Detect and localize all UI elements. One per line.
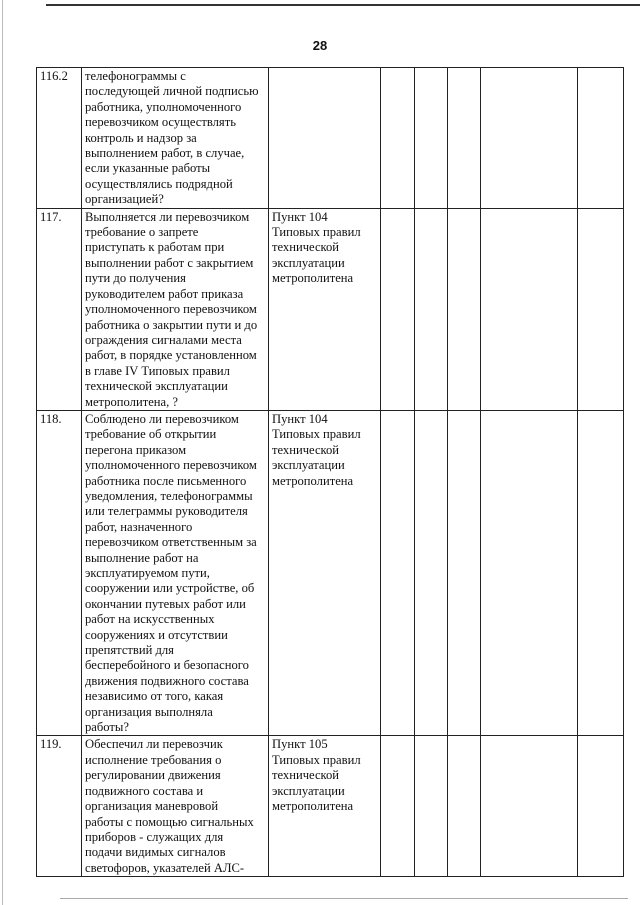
question-line: работника о закрытии пути и до	[85, 317, 258, 332]
question-line: руководителем работ приказа	[85, 286, 244, 301]
question-line: бесперебойного и безопасного	[85, 658, 249, 673]
question-line: технической эксплуатации	[85, 379, 228, 394]
question-line: светофоров, указателей АЛС-	[85, 860, 245, 875]
question-line: требование о запрете	[85, 225, 199, 240]
reference-line: метрополитена	[272, 799, 354, 814]
question-line: приступать к работам при	[85, 240, 225, 255]
question-line: уполномоченного перевозчиком	[85, 302, 257, 317]
question-line: выполнении работ с закрытием	[85, 255, 254, 270]
blank-answer-cell	[381, 208, 415, 410]
reference-line: метрополитена	[272, 473, 354, 488]
reference-line: технической	[272, 240, 340, 255]
question-line: движения подвижного состава	[85, 673, 249, 688]
reference-cell	[269, 736, 381, 877]
reference-line: эксплуатации	[272, 255, 345, 270]
question-line: Соблюдено ли перевозчиком	[85, 411, 239, 426]
row-number: 116.2	[37, 68, 82, 209]
question-line: пути до получения	[85, 271, 186, 286]
question-line: работ, в порядке установленном	[85, 348, 257, 363]
reference-line: эксплуатации	[272, 783, 345, 798]
blank-answer-cell	[448, 68, 481, 209]
question-line: организация выполняла	[85, 704, 213, 719]
blank-answer-cell	[481, 68, 578, 209]
question-line: организация маневровой	[85, 799, 219, 814]
reference-line: Пункт 104	[272, 209, 328, 224]
question-line: требование об открытии	[85, 427, 217, 442]
blank-answer-cell	[481, 410, 578, 736]
blank-answer-cell	[578, 410, 624, 736]
page-number: 28	[312, 38, 328, 53]
question-cell	[82, 208, 269, 410]
question-line: эксплуатируемом пути,	[85, 566, 210, 580]
question-line: работника после письменного	[85, 473, 247, 488]
blank-answer-cell	[415, 208, 448, 410]
blank-answer-cell	[381, 68, 415, 209]
question-cell	[82, 736, 269, 877]
question-line: регулировании движения	[85, 768, 221, 783]
question-line: осуществлялись подрядной	[85, 176, 233, 191]
question-line: исполнение требования о	[85, 752, 222, 767]
question-line: независимо от того, какая	[85, 689, 224, 704]
table-row	[37, 410, 624, 736]
question-line: сооружениях и отсутствии	[85, 627, 228, 642]
reference-line: Пункт 104	[272, 411, 328, 426]
blank-answer-cell	[448, 736, 481, 877]
blank-answer-cell	[578, 208, 624, 410]
reference-line: Типовых правил	[272, 427, 361, 442]
blank-answer-cell	[415, 410, 448, 736]
question-line: сооружении или устройстве, об	[85, 581, 255, 596]
row-number: 118.	[37, 410, 82, 736]
left-edge-line	[2, 0, 3, 905]
blank-answer-cell	[481, 208, 578, 410]
table-row	[37, 736, 624, 877]
question-line: если указанные работы	[85, 161, 211, 176]
question-line: перегона приказом	[85, 442, 187, 457]
table-row	[37, 68, 624, 209]
question-line: перевозчиком осуществлять	[85, 115, 236, 130]
checklist-table	[36, 67, 624, 877]
question-cell	[82, 410, 269, 736]
question-cell	[82, 68, 269, 209]
reference-line: Типовых правил	[272, 752, 361, 767]
question-line: уполномоченного перевозчиком	[85, 458, 257, 473]
top-border-line	[46, 4, 640, 6]
reference-cell	[269, 208, 381, 410]
bottom-edge-line	[60, 898, 628, 899]
reference-line: Типовых правил	[272, 225, 361, 240]
question-line: контроль и надзор за	[85, 130, 197, 145]
blank-answer-cell	[381, 410, 415, 736]
question-line: выполнение работ на	[85, 550, 199, 565]
question-line: или телеграммы руководителя	[85, 504, 248, 519]
blank-answer-cell	[578, 736, 624, 877]
question-line: работ, назначенного	[85, 519, 193, 534]
question-line: Обеспечил ли перевозчик	[85, 737, 223, 752]
reference-line: метрополитена	[272, 271, 354, 286]
question-line: в главе IV Типовых правил	[85, 363, 230, 378]
blank-answer-cell	[381, 736, 415, 877]
question-line: работы?	[85, 720, 129, 735]
question-line: Выполняется ли перевозчиком	[85, 209, 250, 224]
question-line: метрополитена, ?	[85, 394, 179, 409]
reference-line: Пункт 105	[272, 737, 328, 752]
question-line: подвижного состава и	[85, 783, 204, 798]
question-line: работы с помощью сигнальных	[85, 814, 254, 829]
reference-line: технической	[272, 768, 340, 783]
blank-answer-cell	[415, 68, 448, 209]
table-body	[37, 68, 624, 877]
row-number: 119.	[37, 736, 82, 877]
question-line: работ на искусственных	[85, 612, 215, 627]
blank-answer-cell	[415, 736, 448, 877]
question-line: ограждения сигналами места	[85, 332, 242, 347]
question-line: приборов - служащих для	[85, 829, 224, 844]
reference-line: технической	[272, 442, 340, 457]
blank-answer-cell	[481, 736, 578, 877]
reference-cell	[269, 410, 381, 736]
question-line: последующей личной подписью	[85, 84, 259, 99]
row-number: 117.	[37, 208, 82, 410]
question-line: подачи видимых сигналов	[85, 845, 226, 860]
question-line: окончании путевых работ или	[85, 596, 246, 611]
question-line: телефонограммы с	[85, 69, 186, 83]
blank-answer-cell	[448, 410, 481, 736]
reference-line: эксплуатации	[272, 458, 345, 473]
question-line: перевозчиком ответственным за	[85, 535, 257, 550]
blank-answer-cell	[578, 68, 624, 209]
question-line: организацией?	[85, 192, 164, 207]
table-row	[37, 208, 624, 410]
reference-cell	[269, 68, 381, 209]
blank-answer-cell	[448, 208, 481, 410]
question-line: препятствий для	[85, 643, 174, 658]
question-line: работника, уполномоченного	[85, 99, 242, 114]
question-line: уведомления, телефонограммы	[85, 488, 253, 503]
question-line: выполнением работ, в случае,	[85, 146, 245, 161]
